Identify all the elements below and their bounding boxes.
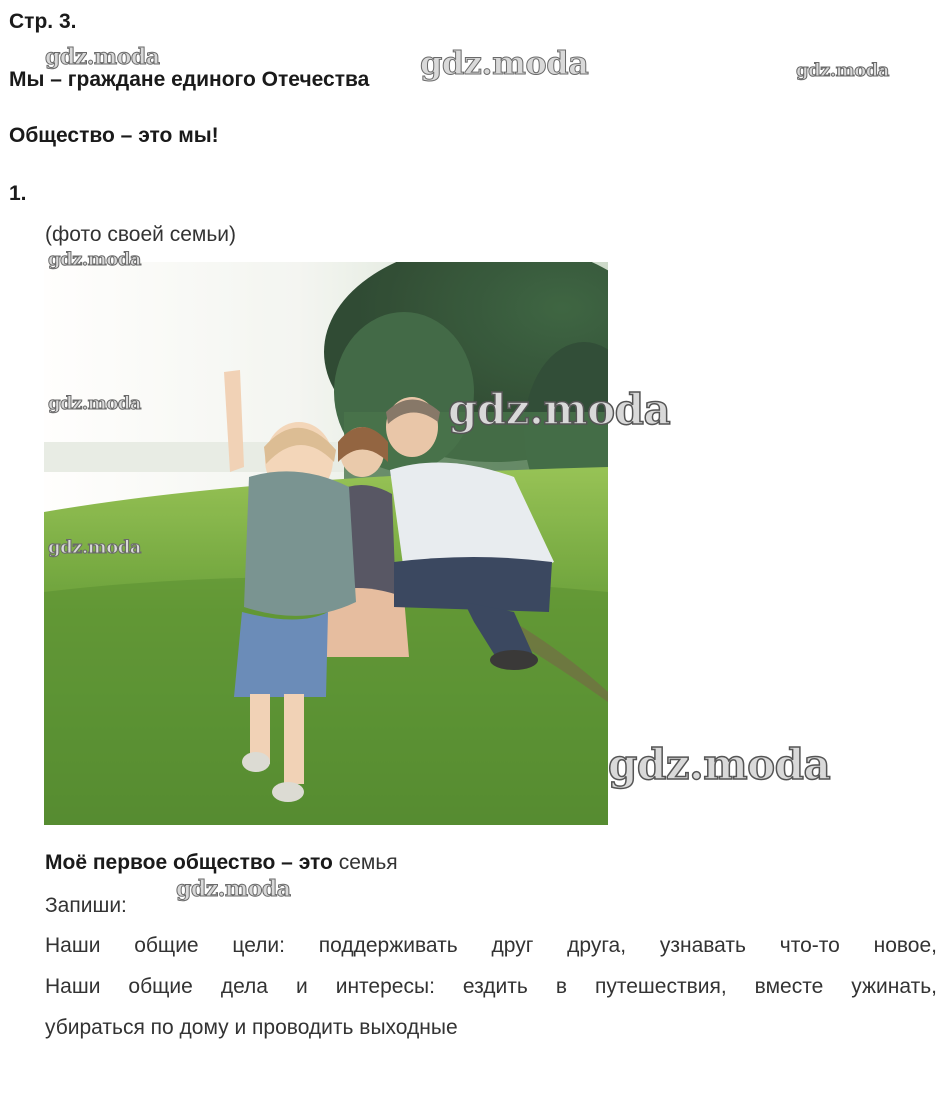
interests-line-1: Наши общие дела и интересы: ездить в путешествия, вместе ужинать, [45,975,937,998]
photo-caption: (фото своей семьи) [45,223,237,246]
lesson-subtitle: Общество – это мы! [9,124,219,147]
first-society-label: Моё первое общество – это [45,851,333,874]
page-number: Стр. 3. [9,10,77,33]
watermark-logo: gdz.moda [176,876,291,902]
watermark-logo: gdz.moda [48,249,141,270]
watermark-logo: gdz.moda [48,393,141,414]
watermark-logo: gdz.moda [45,44,160,70]
watermark-logo: gdz.moda [448,385,671,434]
write-label: Запиши: [45,894,127,917]
watermark-logo: gdz.moda [420,44,589,82]
goals-line: Наши общие цели: поддерживать друг друга, узнавать что-то новое, [45,934,937,957]
first-society-value: семья [338,851,398,874]
interests-line-2: убираться по дому и проводить выходные [45,1016,458,1039]
watermark-logo: gdz.moda [608,740,831,789]
watermark-logo: gdz.moda [48,537,141,558]
task-number: 1. [9,182,27,205]
first-society-line [45,851,398,875]
watermark-logo: gdz.moda [796,60,889,81]
lesson-title: Мы – граждане единого Отечества [9,68,370,91]
